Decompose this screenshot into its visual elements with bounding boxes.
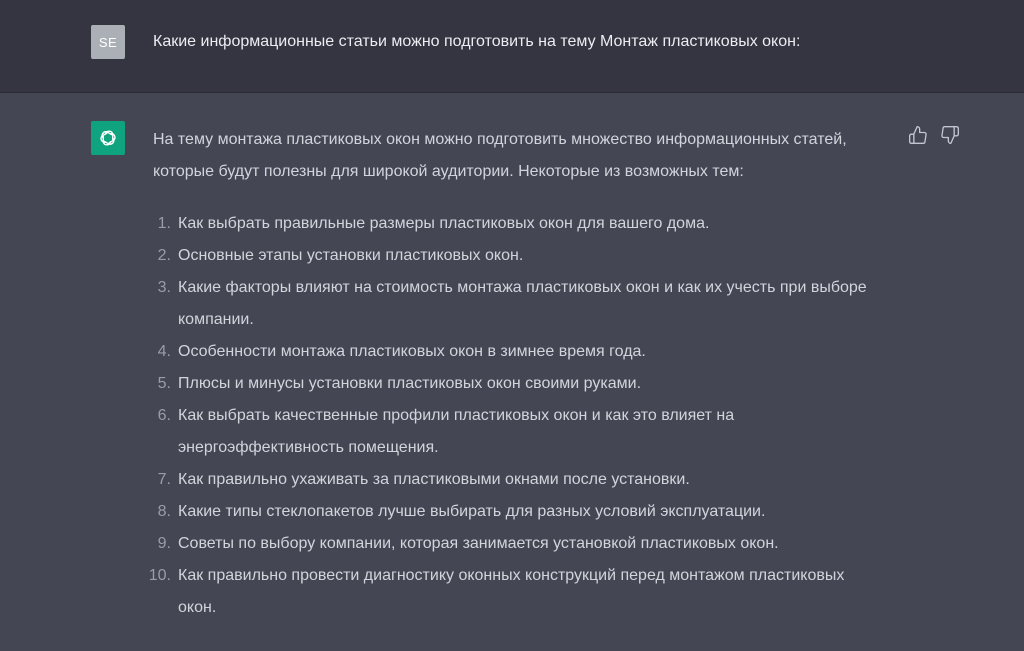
openai-logo-icon <box>91 121 125 155</box>
list-item-text: Как выбрать качественные профили пластиковых окон и как это влияет на энергоэффективность помещения. <box>178 407 735 456</box>
user-message-row <box>0 0 1024 93</box>
list-item <box>153 528 883 560</box>
list-item-number: 7. <box>157 471 171 488</box>
user-avatar: SE <box>91 25 125 59</box>
list-item <box>153 240 883 272</box>
list-item-number: 6. <box>157 407 171 424</box>
list-item-number: 5. <box>157 375 171 392</box>
list-item <box>153 496 883 528</box>
list-item <box>148 560 883 624</box>
list-item-number: 1. <box>157 215 171 232</box>
list-item <box>153 208 883 240</box>
list-item <box>153 336 883 368</box>
list-item-number: 9. <box>157 535 171 552</box>
list-item-number: 3. <box>157 279 171 296</box>
list-item-text: Как выбрать правильные размеры пластиковых окон для вашего дома. <box>178 215 710 232</box>
list-item <box>153 464 883 496</box>
list-item-number: 2. <box>157 247 171 264</box>
feedback-controls <box>908 125 928 145</box>
feedback-controls <box>940 125 960 145</box>
list-item-text: Советы по выбору компании, которая занимается установкой пластиковых окон. <box>178 535 779 552</box>
thumbs-down-icon[interactable] <box>940 125 960 145</box>
list-item-number: 4. <box>157 343 171 360</box>
user-message-text: Какие информационные статьи можно подготовить на тему Монтаж пластиковых окон: <box>153 33 801 50</box>
assistant-message-row <box>0 93 1024 651</box>
list-item-text: Как правильно ухаживать за пластиковыми окнами после установки. <box>178 471 690 488</box>
thumbs-up-icon[interactable] <box>908 125 928 145</box>
list-item-text: Плюсы и минусы установки пластиковых окон своими руками. <box>178 375 642 392</box>
topics-list <box>148 208 883 624</box>
list-item-text: Какие типы стеклопакетов лучше выбирать для разных условий эксплуатации. <box>178 503 766 520</box>
list-item-text: Основные этапы установки пластиковых окон. <box>178 247 524 264</box>
assistant-message-text <box>148 124 883 624</box>
list-item-text: Как правильно провести диагностику оконных конструкций перед монтажом пластиковых окон. <box>178 567 845 616</box>
list-item-number: 8. <box>157 503 171 520</box>
list-item <box>153 400 883 464</box>
list-item-number: 10. <box>148 567 171 584</box>
list-item <box>153 272 883 336</box>
list-item-text: Какие факторы влияют на стоимость монтажа пластиковых окон и как их учесть при выборе компании. <box>178 279 867 328</box>
assistant-intro-paragraph: На тему монтажа пластиковых окон можно подготовить множество информационных статей, которые будут полезны для широкой аудитории. Некоторые из возможных тем: <box>153 131 847 180</box>
list-item-text: Особенности монтажа пластиковых окон в зимнее время года. <box>178 343 646 360</box>
list-item <box>153 368 883 400</box>
